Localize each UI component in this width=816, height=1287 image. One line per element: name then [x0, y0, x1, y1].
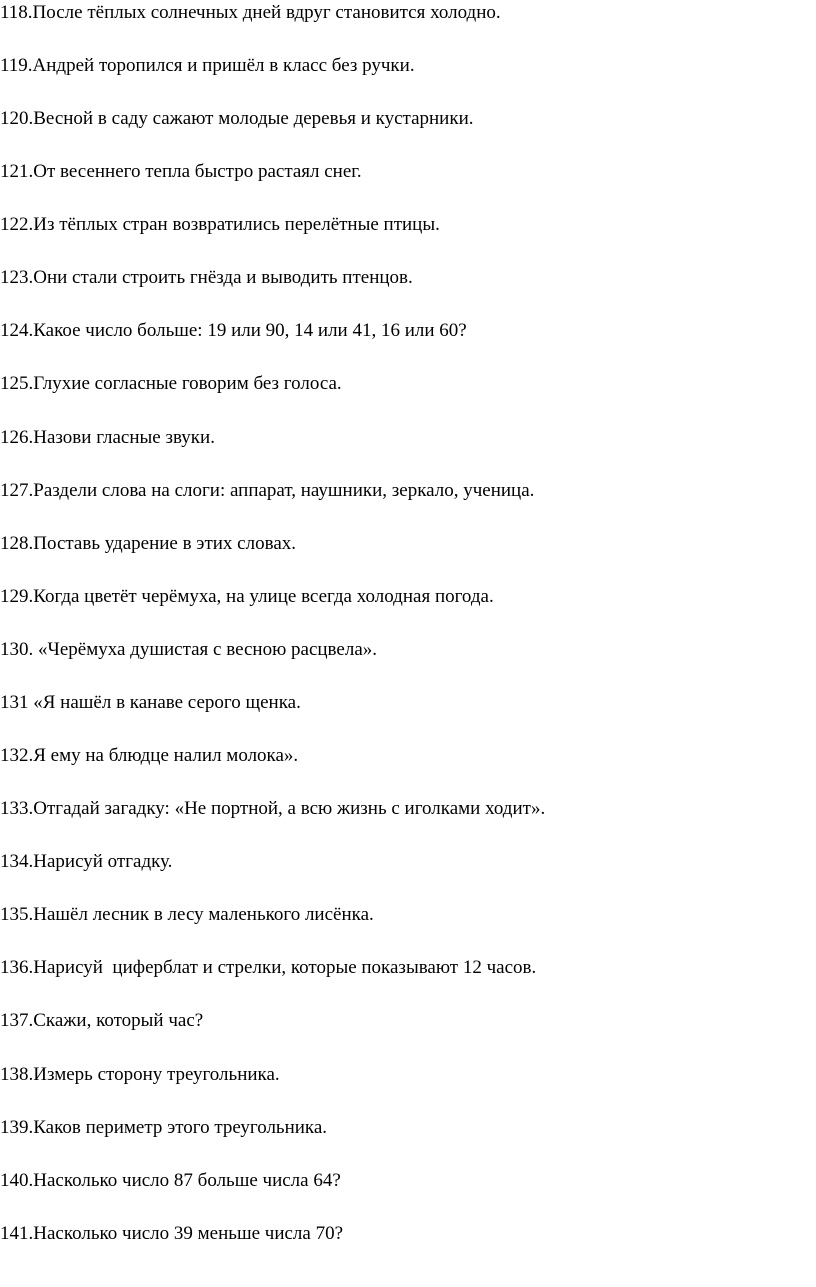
- task-line: 122.Из тёплых стран возвратились перелётные птицы.: [0, 214, 440, 235]
- task-line: 130. «Черёмуха душистая с весною расцвела».: [0, 639, 378, 660]
- task-line: 123.Они стали строить гнёзда и выводить птенцов.: [0, 267, 413, 288]
- task-line: 129.Когда цветёт черёмуха, на улице всегда холодная погода.: [0, 586, 494, 607]
- task-line: 140.Насколько число 87 больше числа 64?: [0, 1170, 341, 1191]
- task-line: 119.Андрей торопился и пришёл в класс без ручки.: [0, 55, 415, 76]
- task-line: 141.Насколько число 39 меньше числа 70?: [0, 1223, 344, 1244]
- task-line: 136.Нарисуй циферблат и стрелки, которые показывают 12 часов.: [0, 957, 537, 978]
- task-line: 137.Скажи, который час?: [0, 1010, 204, 1031]
- task-line: 139.Каков периметр этого треугольника.: [0, 1117, 328, 1138]
- task-line: 121.От весеннего тепла быстро растаял снег.: [0, 161, 362, 182]
- task-line: 125.Глухие согласные говорим без голоса.: [0, 373, 342, 394]
- task-line: 120.Весной в саду сажают молодые деревья и кустарники.: [0, 108, 474, 129]
- task-line: 134.Нарисуй отгадку.: [0, 851, 173, 872]
- task-line: 135.Нашёл лесник в лесу маленького лисёнка.: [0, 904, 374, 925]
- task-line: 118.После тёплых солнечных дней вдруг становится холодно.: [0, 2, 501, 23]
- task-line: 124.Какое число больше: 19 или 90, 14 или 41, 16 или 60?: [0, 320, 467, 341]
- task-line: 127.Раздели слова на слоги: аппарат, наушники, зеркало, ученица.: [0, 480, 535, 501]
- task-line: 133.Отгадай загадку: «Не портной, а всю жизнь с иголками ходит».: [0, 798, 546, 819]
- task-line: 138.Измерь сторону треугольника.: [0, 1064, 280, 1085]
- task-line: 128.Поставь ударение в этих словах.: [0, 533, 297, 554]
- task-line: 132.Я ему на блюдце налил молока».: [0, 745, 299, 766]
- task-line: 131 «Я нашёл в канаве серого щенка.: [0, 692, 301, 713]
- task-line: 126.Назови гласные звуки.: [0, 427, 215, 448]
